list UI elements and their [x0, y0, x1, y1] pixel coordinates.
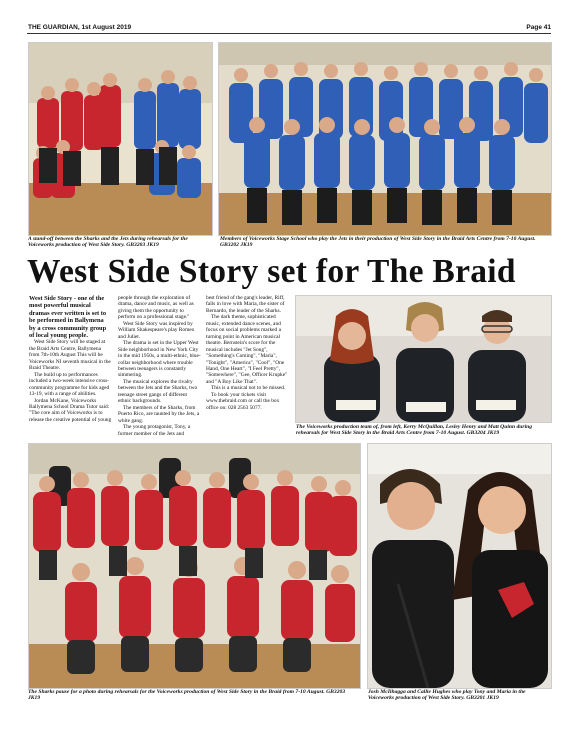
- photo-sharks-group-image: [29, 444, 360, 688]
- article-paragraph: To book your tickets visit www.thebraid.com or call the box office on: 028 2563 5077.: [206, 391, 280, 411]
- article-column-1: [29, 295, 112, 423]
- photo-tony-and-maria: [367, 443, 552, 689]
- article-lede: West Side Story - one of the most powerful musical dramas ever written is set to be performed in Ballymena by a cross community group of local young people.: [29, 295, 107, 340]
- caption-production-team: The Voiceworks production team of, from left, Kerry McQuillan, Lesley Henry and Matt Quinn during rehearsals for West Side Story in the Braid Arts Centre from 7-10 August. GB3204 JK19: [296, 424, 533, 437]
- article-paragraph: The musical explores the rivalry between the Jets and the Sharks, two teenage street gangs of different ethnic backgrounds.: [118, 378, 198, 405]
- header-rule: [27, 33, 551, 34]
- caption-jets-group: Members of Voiceworks Stage School who play the Jets in their production of West Side Story in the Braid Arts Centre from 7-10 August. GB3202 JK19: [220, 236, 536, 249]
- caption-sharks-group: The Sharks pause for a photo during rehearsals for the Voiceworks production of West Side Story in the Braid from 7-10 August. GB3203 JK19: [28, 689, 346, 702]
- article-column-3: [206, 295, 289, 411]
- article-paragraph: The drama is set in the Upper West Side neighborhood in New York City in the mid 1950s, a multi-ethnic, blue-collar neighborhood where trouble between teenagers is constantly simmering.: [118, 340, 201, 379]
- article-paragraph: The build up to performances included a two-week intensive cross-community programme for kids aged 13-19, with a range of abilities.: [29, 371, 110, 398]
- photo-tony-and-maria-image: [368, 444, 551, 688]
- photo-jets-group-image: [219, 43, 551, 235]
- photo-stand-off: [28, 42, 213, 236]
- article-paragraph: Jordan McKane, Voiceworks Ballymena School Drama Tutor said: "The core aim of Voiceworks is to release the creative potential of young: [29, 397, 112, 423]
- article-paragraph: best friend of the gang's leader, Riff, falls in love with Maria, the sister of Bernardo, the leader of the Sharks.: [206, 295, 285, 314]
- article-paragraph: West Side Story was inspired by William Shakespeare's play Romeo and Juliet.: [118, 320, 195, 340]
- article-paragraph: West Side Story will be staged at the Braid Arts Centre, Ballymena from 7th-10th August This will be Voiceworks NI seventh musical in the Braid Theatre.: [29, 339, 111, 372]
- article-headline: West Side Story set for The Braid: [27, 253, 516, 290]
- photo-production-team-image: [296, 296, 551, 422]
- photo-production-team: [295, 295, 552, 423]
- article-paragraph: This is a musical not to be missed.: [211, 385, 286, 392]
- article-paragraph: The members of the Sharks, from Puerto Rico, are taunted by the Jets, a white gang.: [118, 404, 200, 424]
- newspaper-date: THE GUARDIAN, 1st August 2019: [28, 24, 132, 31]
- photo-sharks-group: [28, 443, 361, 689]
- page-number: Page 41: [526, 24, 551, 31]
- caption-tony-and-maria: Josh McIlhagga and Callie Hughes who play Tony and Maria in the Voiceworks production of West Side Story. GB3201 JK19: [368, 689, 526, 702]
- article-paragraph: The dark theme, sophisticated music, extended dance scenes, and focus on social problems marked a turning point in American musical theatre. Bernstein's score for the musical includes "Jet Song", "Something's Coming", "Maria", "Tonight", "America", "Cool", "One Hand, One Heart", "I Feel Pretty", "Somewhere", "Gee, Officer Krupke" and "A Boy Like That".: [206, 314, 288, 385]
- caption-stand-off: A stand-off between the Sharks and the Jets during rehearsals for the Voiceworks production of West Side Story. GB3203 JK19: [28, 236, 188, 249]
- article-column-2: [118, 295, 201, 437]
- article-paragraph: people through the exploration of drama, dance and music, as well as giving them the opportunity to perform on a professional stage.": [118, 295, 194, 321]
- photo-jets-group: [218, 42, 552, 236]
- article-paragraph: The young protagonist, Tony, a former member of the Jets and: [118, 424, 191, 437]
- photo-stand-off-image: [29, 43, 212, 235]
